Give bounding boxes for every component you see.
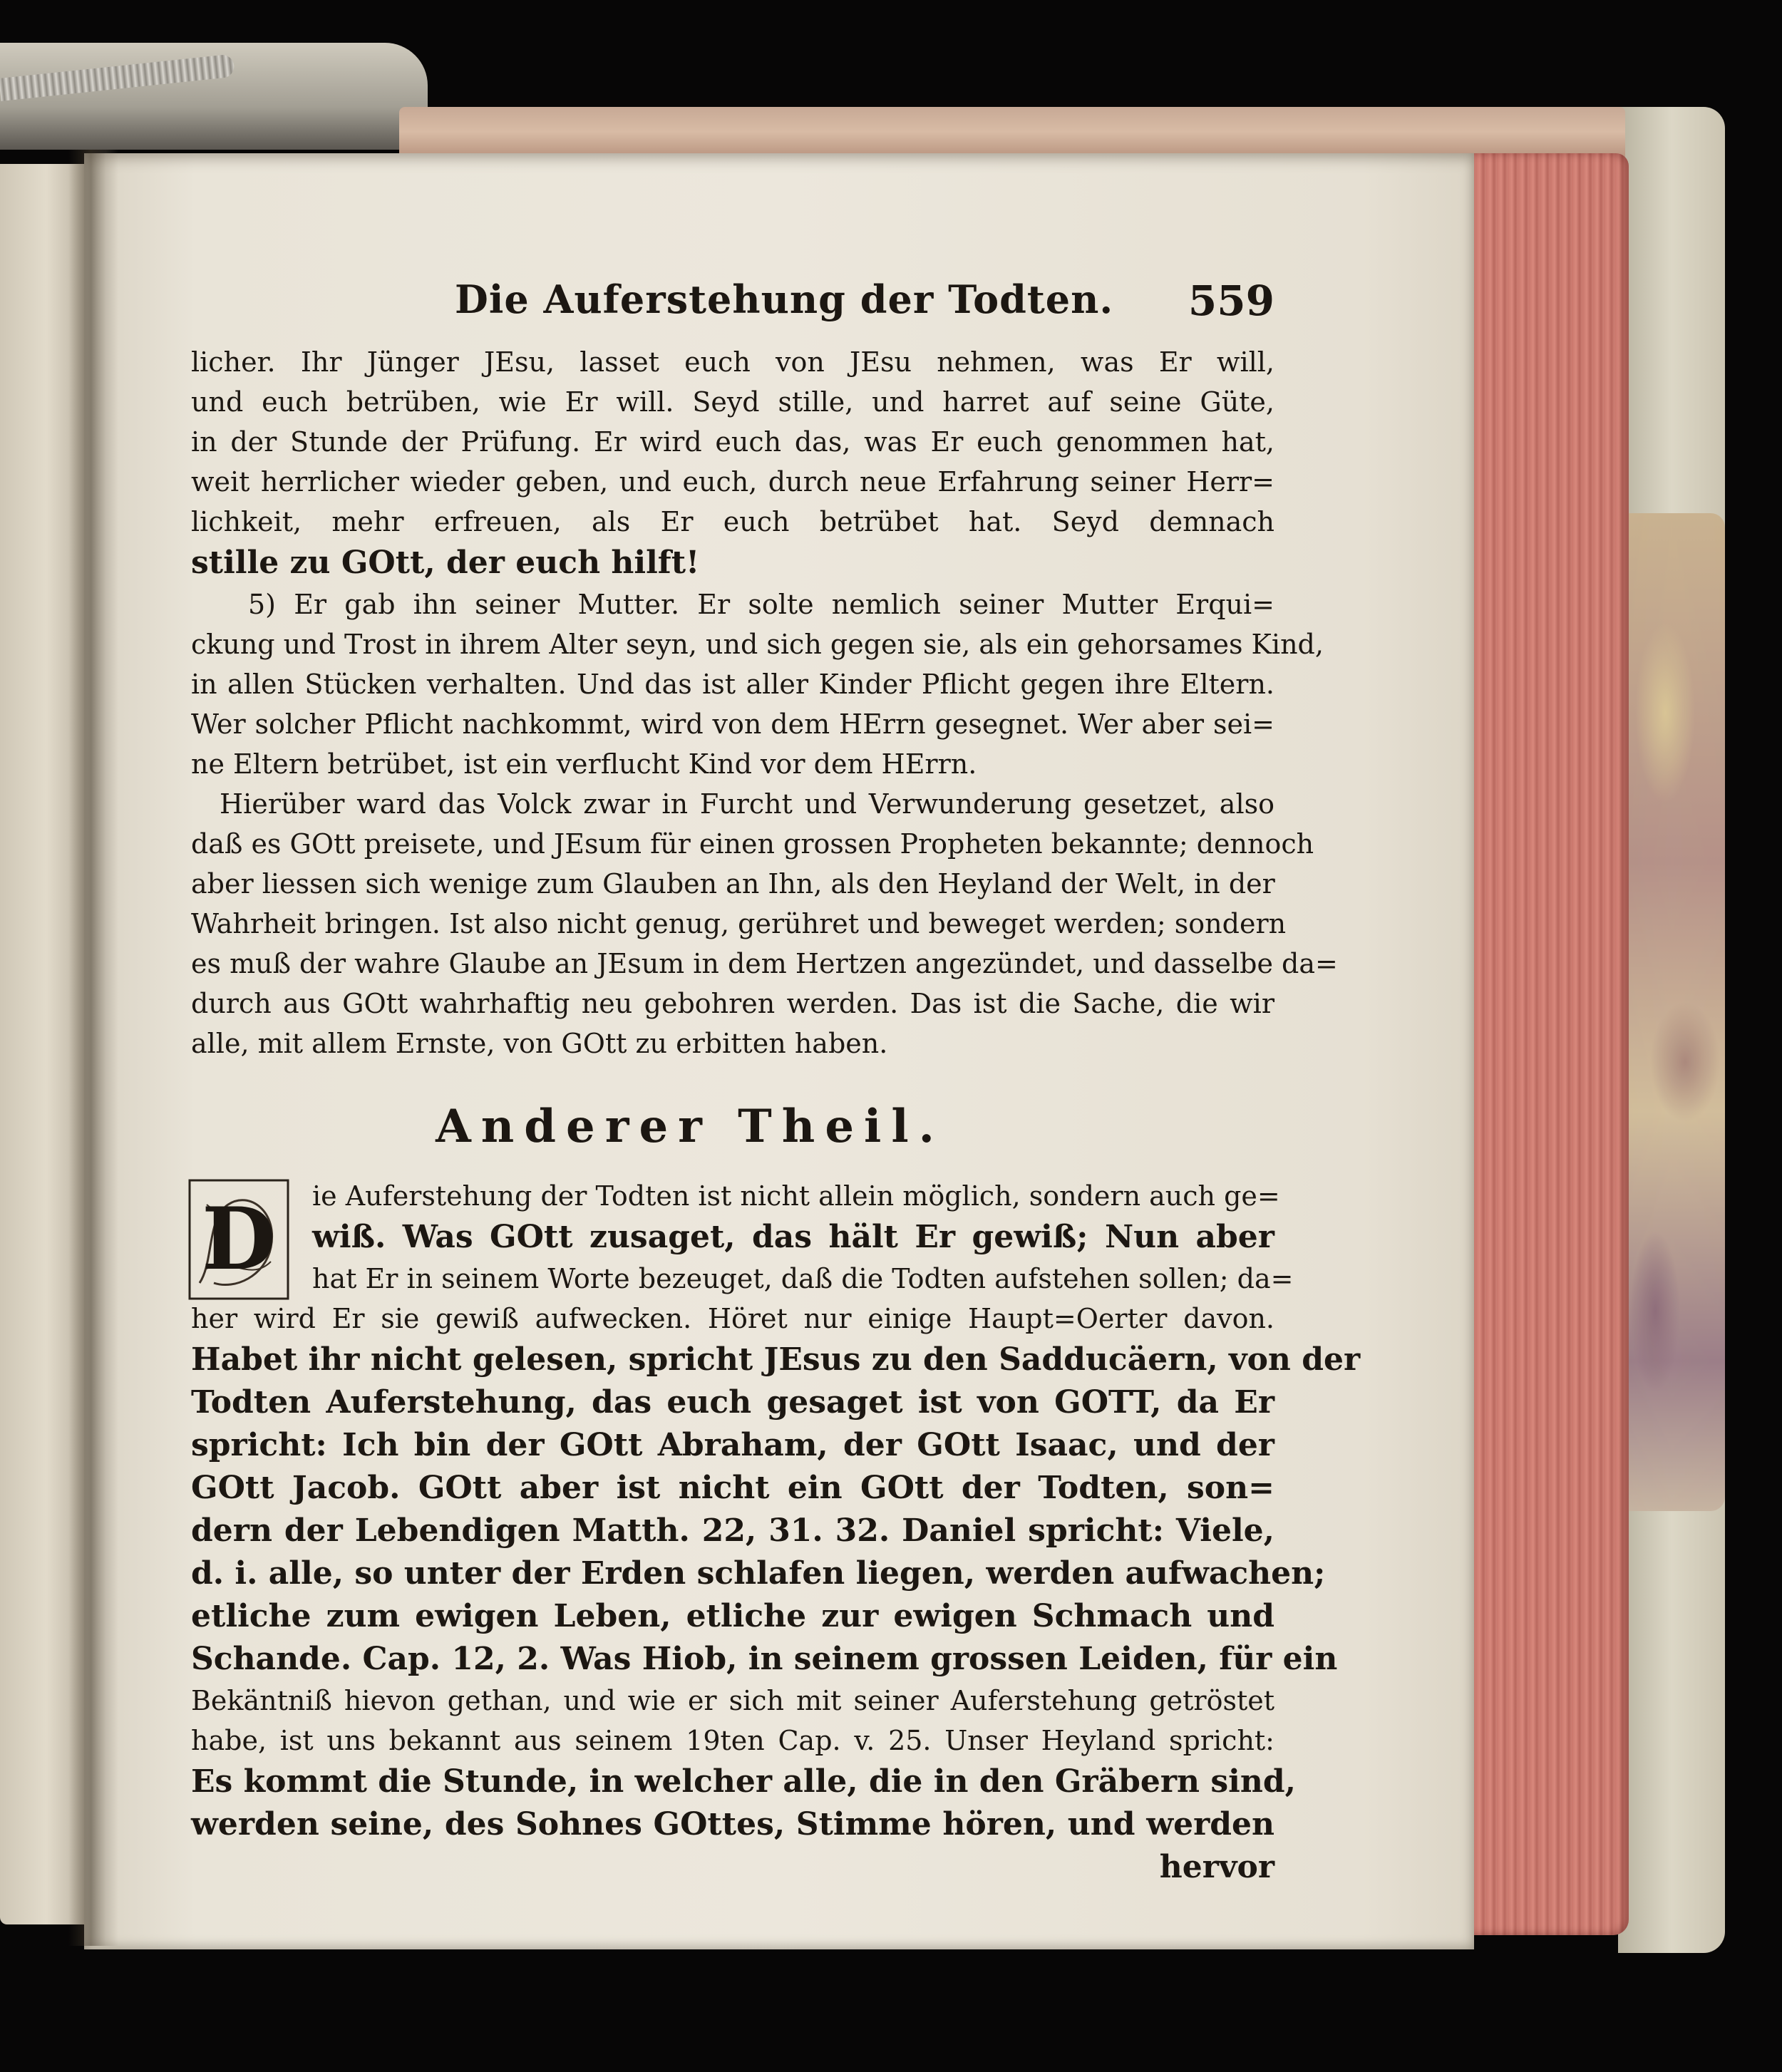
text-line: Wahrheit bringen. Ist also nicht genug, gerühret und beweget werden; sondern: [191, 908, 1287, 939]
text-line: lichkeit, mehr erfreuen, als Er euch betrübet hat. Seyd demnach: [191, 506, 1274, 537]
text-line: alle, mit allem Ernste, von GOtt zu erbitten haben.: [191, 1028, 888, 1059]
text-line: 5) Er gab ihn seiner Mutter. Er solte nemlich seiner Mutter Erqui=: [248, 589, 1274, 620]
text-line: in der Stunde der Prüfung. Er wird euch das, was Er euch genommen hat,: [191, 426, 1274, 458]
text-line: Wer solcher Pflicht nachkommt, wird von dem HErrn gesegnet. Wer aber sei=: [191, 708, 1274, 740]
text-line: etliche zum ewigen Leben, etliche zur ewigen Schmach und: [191, 1598, 1274, 1634]
text-line: licher. Ihr Jünger JEsu, lasset euch von JEsu nehmen, was Er will,: [191, 346, 1274, 378]
text-line: habe, ist uns bekannt aus seinem 19ten Cap. v. 25. Unser Heyland spricht:: [191, 1725, 1274, 1756]
red-fore-edge: [1454, 153, 1629, 1935]
text-line: und euch betrüben, wie Er will. Seyd stille, und harret auf seine Güte,: [191, 386, 1274, 418]
text-line: es muß der wahre Glaube an JEsum in dem Hertzen angezündet, und dasselbe da=: [191, 948, 1338, 979]
text-line: Todten Auferstehung, das euch gesaget ist von GOTT, da Er: [191, 1384, 1274, 1421]
text-line: daß es GOtt preisete, und JEsum für einen grossen Propheten bekannte; dennoch: [191, 828, 1314, 860]
catchword: hervor: [1159, 1849, 1274, 1885]
running-head: [191, 277, 1274, 342]
text-line: Schande. Cap. 12, 2. Was Hiob, in seinem grossen Leiden, für ein: [191, 1641, 1338, 1677]
text-line: in allen Stücken verhalten. Und das ist aller Kinder Pflicht gegen ihre Eltern.: [191, 669, 1274, 700]
text-line: Bekäntniß hievon gethan, und wie er sich mit seiner Auferstehung getröstet: [191, 1685, 1274, 1716]
text-line: her wird Er sie gewiß aufwecken. Höret nur einige Haupt=Oerter davon.: [191, 1303, 1274, 1334]
text-line: hat Er in seinem Worte bezeuget, daß die Todten aufstehen sollen; da=: [312, 1263, 1294, 1294]
text-line: ckung und Trost in ihrem Alter seyn, und sich gegen sie, als ein gehorsames Kind,: [191, 629, 1324, 660]
paragraph-five: [191, 584, 1324, 784]
text-line: spricht: Ich bin der GOtt Abraham, der GOtt Isaac, und der: [191, 1427, 1274, 1463]
running-title: Die Auferstehung der Todten.: [455, 277, 1114, 322]
text-line: werden seine, des Sohnes GOttes, Stimme hören, und werden: [191, 1806, 1274, 1842]
text-line: aber liessen sich wenige zum Glauben an Ihn, als den Heyland der Welt, in der: [191, 868, 1275, 900]
gutter-shadow: [68, 150, 118, 1946]
text-line: d. i. alle, so unter der Erden schlafen liegen, werden aufwachen;: [191, 1555, 1326, 1592]
decorated-initial: [185, 1176, 292, 1303]
text-line: Es kommt die Stunde, in welcher alle, die in den Gräbern sind,: [191, 1763, 1296, 1800]
text-line: ne Eltern betrübet, ist ein verflucht Kind vor dem HErrn.: [191, 748, 977, 780]
text-line: weit herrlicher wieder geben, und euch, durch neue Erfahrung seiner Herr=: [191, 466, 1274, 498]
page-top-edge: [399, 107, 1625, 157]
text-line: wiß. Was GOtt zusaget, das hält Er gewiß; Nun aber: [312, 1219, 1274, 1255]
text-line: GOtt Jacob. GOtt aber ist nicht ein GOtt der Todten, son=: [191, 1470, 1274, 1506]
marbled-endpaper: [1625, 513, 1725, 1511]
text-line: dern der Lebendigen Matth. 22, 31. 32. Daniel spricht: Viele,: [191, 1512, 1274, 1549]
text-line: Habet ihr nicht gelesen, spricht JEsus zu den Sadducäern, von der: [191, 1341, 1361, 1378]
initial-letter: D: [201, 1189, 277, 1289]
text-line: durch aus GOtt wahrhaftig neu gebohren werden. Das ist die Sache, die wir: [191, 988, 1274, 1019]
text-line: stille zu GOtt, der euch hilft!: [191, 545, 700, 581]
text-line: ie Auferstehung der Todten ist nicht allein möglich, sondern auch ge=: [312, 1180, 1280, 1212]
paragraph-1: [191, 342, 1274, 584]
page-text: [191, 277, 1361, 1889]
text-line: Hierüber ward das Volck zwar in Furcht und Verwunderung gesetzet, also: [220, 788, 1274, 820]
paragraph-hierueber: [191, 784, 1338, 1063]
page-number: 559: [1188, 277, 1274, 325]
section-heading: Anderer Theil.: [436, 1100, 944, 1153]
paragraph-2: [191, 1176, 1361, 1889]
